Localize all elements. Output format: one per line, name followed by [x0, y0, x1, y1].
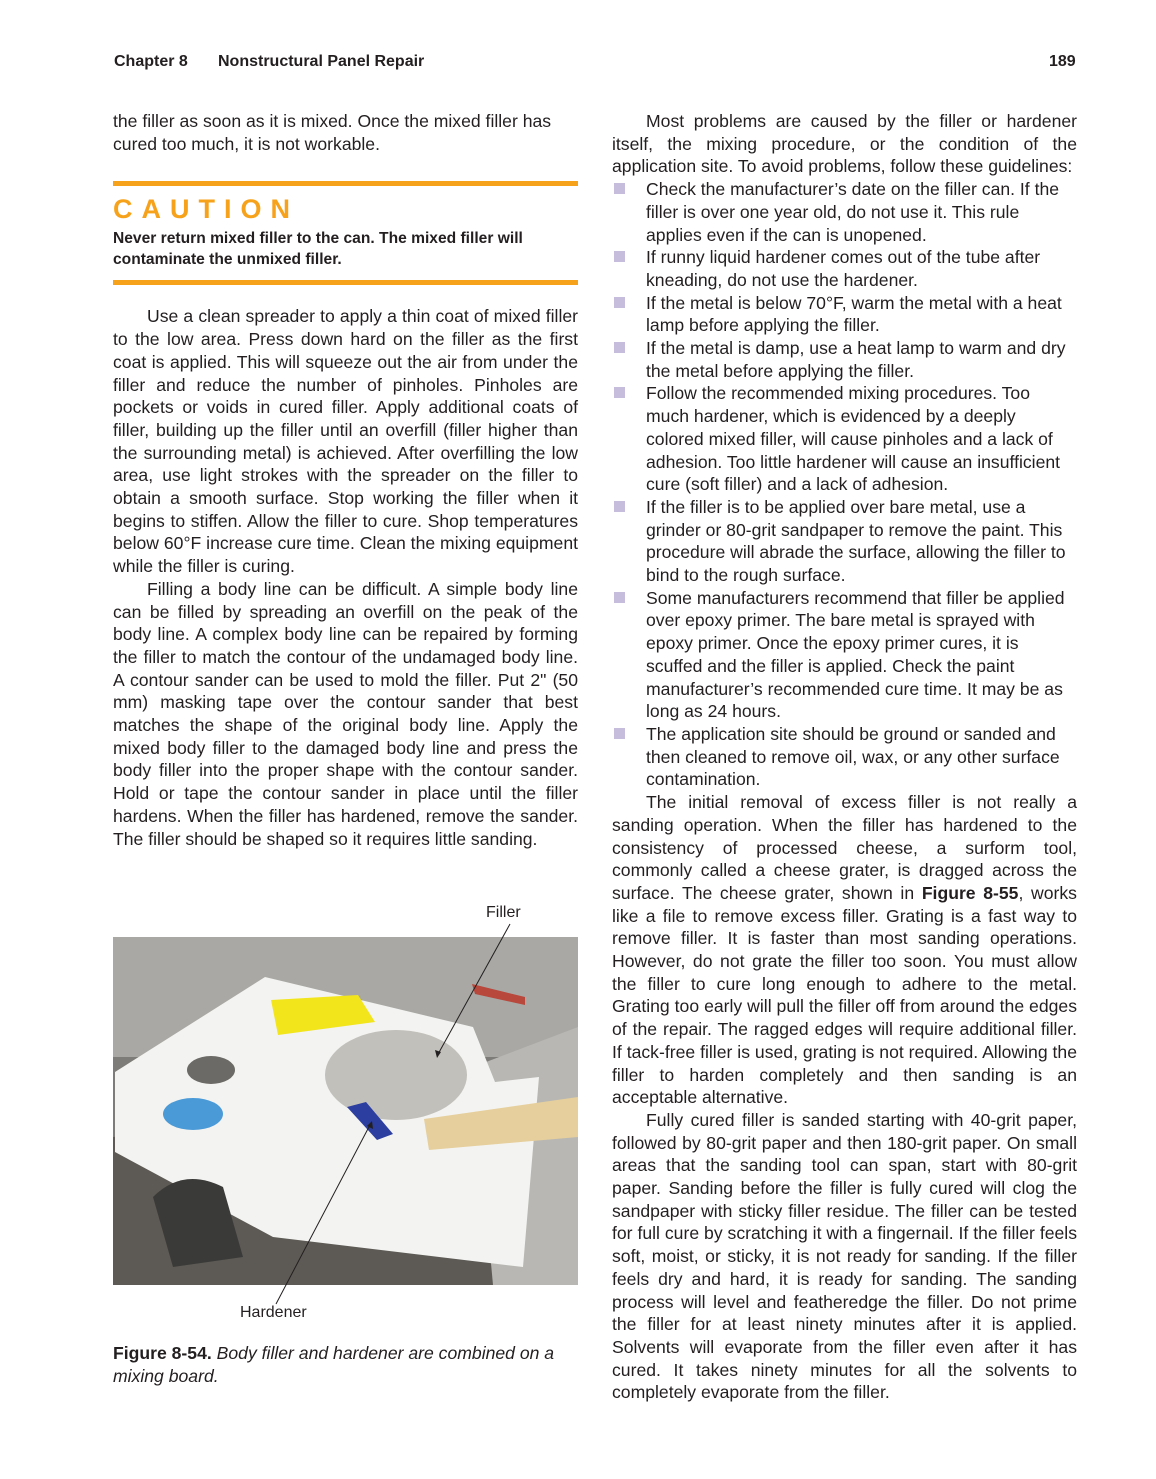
list-item-text: If the metal is damp, use a heat lamp to warm and dry the metal before applying the filler. [646, 338, 1066, 381]
text: , works like a file to remove excess filler. Grating is a fast way to remove filler. It is faster than most sanding operations. However, do not grate the filler too soon. You must allow the filler to cure long enough to adhere to the metal. Grating too early will pull the filler off from around the edges of the repair. The ragged edges will require additional filler. If tack-free filler is used, grating is not required. Allowing the filler to harden completely and then sanding is an acceptable alternative. [612, 882, 1077, 1108]
hardener-label: Hardener [240, 1304, 307, 1321]
hardener-arrow [276, 1123, 371, 1304]
paragraph: Fully cured filler is sanded starting with 40-grit paper, followed by 80-grit paper and then 180-grit paper. On small areas that the sanding tool can span, start with 80-grit paper. Sanding before the filler is fully cured will clog the sandpaper with sticky filler residue. The filler can be tested for full cure by scratching it with a fingernail. If the filler feels soft, moist, or sticky, it is not ready for sanding. If the filler feels dry and hard, it is ready for sanding. The sanding process will level and featheredge the filler. Do not prime the filler for at least ninety minutes after it is applied. Solvents will evaporate from the filler even after it has cured. It takes ninety minutes for all the solvents to completely evaporate from the filler. [612, 1109, 1077, 1403]
filler-arrow [437, 924, 510, 1056]
caption-text: Body filler and hardener are combined on a mixing board. [113, 1343, 555, 1386]
bullet-icon [614, 183, 625, 194]
bullet-icon [614, 501, 625, 512]
list-item [612, 178, 1077, 246]
list-item-text: The application site should be ground or sanded and then cleaned to remove oil, wax, or any other surface contamination. [646, 723, 1060, 790]
list-item [612, 496, 1077, 587]
leader-lines [113, 900, 578, 1320]
guidelines-list [612, 178, 1077, 791]
list-item [612, 382, 1077, 496]
bullet-icon [614, 342, 625, 353]
figure-number: Figure 8-54. [113, 1343, 212, 1363]
bullet-icon [614, 592, 625, 603]
text: The initial removal of excess filler is not really a sanding operation. When the filler has hardened to the consistency of processed cheese, a surform tool, commonly called a cheese grater, is dragged across the surface. The cheese grater, shown in [612, 792, 1077, 903]
list-item [612, 587, 1077, 723]
list-item [612, 723, 1077, 791]
caution-box [113, 181, 578, 285]
list-item-text: If the filler is to be applied over bare metal, use a grinder or 80-grit sandpaper to remove the paint. This procedure will abrade the surface, allowing the filler to bind to the rough surface. [646, 496, 1066, 586]
list-item-text: Check the manufacturer’s date on the filler can. If the filler is over one year old, do not use it. This rule applies even if the can is unopened. [646, 179, 1060, 245]
list-item [612, 246, 1077, 291]
paragraph [612, 791, 1077, 1109]
figure-caption [113, 1342, 578, 1387]
filler-label: Filler [486, 904, 521, 921]
bullet-icon [614, 297, 625, 308]
left-column [113, 110, 578, 850]
list-item-text: Follow the recommended mixing procedures. Too much hardener, which is evidenced by a deeply colored mixed filler, will cause pinholes and a lack of adhesion. Too little hardener will cause an insufficient cure (soft filler) and a lack of adhesion. [646, 383, 1061, 495]
page-number: 189 [1049, 53, 1076, 70]
list-item [612, 292, 1077, 337]
right-column [612, 110, 1077, 1404]
paragraph: Filling a body line can be difficult. A simple body line can be filled by spreading an overfill on the peak of the body line. A complex body line can be repaired by forming the filler to match the contour of the undamaged body line. A contour sander can be used to mold the filler. Put 2" (50 mm) masking tape over the contour sander that best matches the shape of the original body line. Apply the mixed body filler to the damaged body line and press the body filler into the proper shape with the contour sander. Hold or tape the contour sander in place until the filler hardens. When the filler has hardened, remove the sander. The filler should be shaped so it requires little sanding. [113, 578, 578, 849]
bullet-icon [614, 251, 625, 262]
caution-title: CAUTION [113, 194, 299, 225]
figure-reference: Figure 8-55 [921, 882, 1019, 903]
chapter-title: Nonstructural Panel Repair [218, 53, 425, 70]
intro-paragraph: the filler as soon as it is mixed. Once the mixed filler has cured too much, it is not workable. [113, 111, 552, 154]
paragraph: Use a clean spreader to apply a thin coat of mixed filler to the low area. Press down hard on the filler as the first coat is applied. This will squeeze out the air from under the filler and reduce the number of pinholes. Pinholes are pockets or voids in cured filler. Apply additional coats of filler, building up the filler until an overfill (filler higher than the surrounding metal) is achieved. After overfilling the low area, use light strokes with the spreader on the filler to obtain a smooth surface. Stop working the filler when it begins to stiffen. Allow the filler to cure. Shop temperatures below 60°F increase cure time. Clean the mixing equipment while the filler is curing. [113, 306, 578, 577]
paragraph: Most problems are caused by the filler or hardener itself, the mixing procedure, or the condition of the application site. To avoid problems, follow these guidelines: [612, 111, 1077, 177]
list-item-text: Some manufacturers recommend that filler be applied over epoxy primer. The bare metal is sprayed with epoxy primer. Once the epoxy primer cures, it is scuffed and the filler is applied. Check the paint manufacturer’s recommended cure time. It may be as long as 24 hours. [646, 587, 1065, 722]
bullet-icon [614, 387, 625, 398]
caution-text: Never return mixed filler to the can. The mixed filler will contaminate the unmixed filler. [113, 230, 523, 269]
chapter-label: Chapter 8 [114, 53, 188, 70]
bullet-icon [614, 728, 625, 739]
list-item [612, 337, 1077, 382]
list-item-text: If runny liquid hardener comes out of the tube after kneading, do not use the hardener. [646, 247, 1041, 290]
list-item-text: If the metal is below 70°F, warm the metal with a heat lamp before applying the filler. [646, 292, 1062, 336]
